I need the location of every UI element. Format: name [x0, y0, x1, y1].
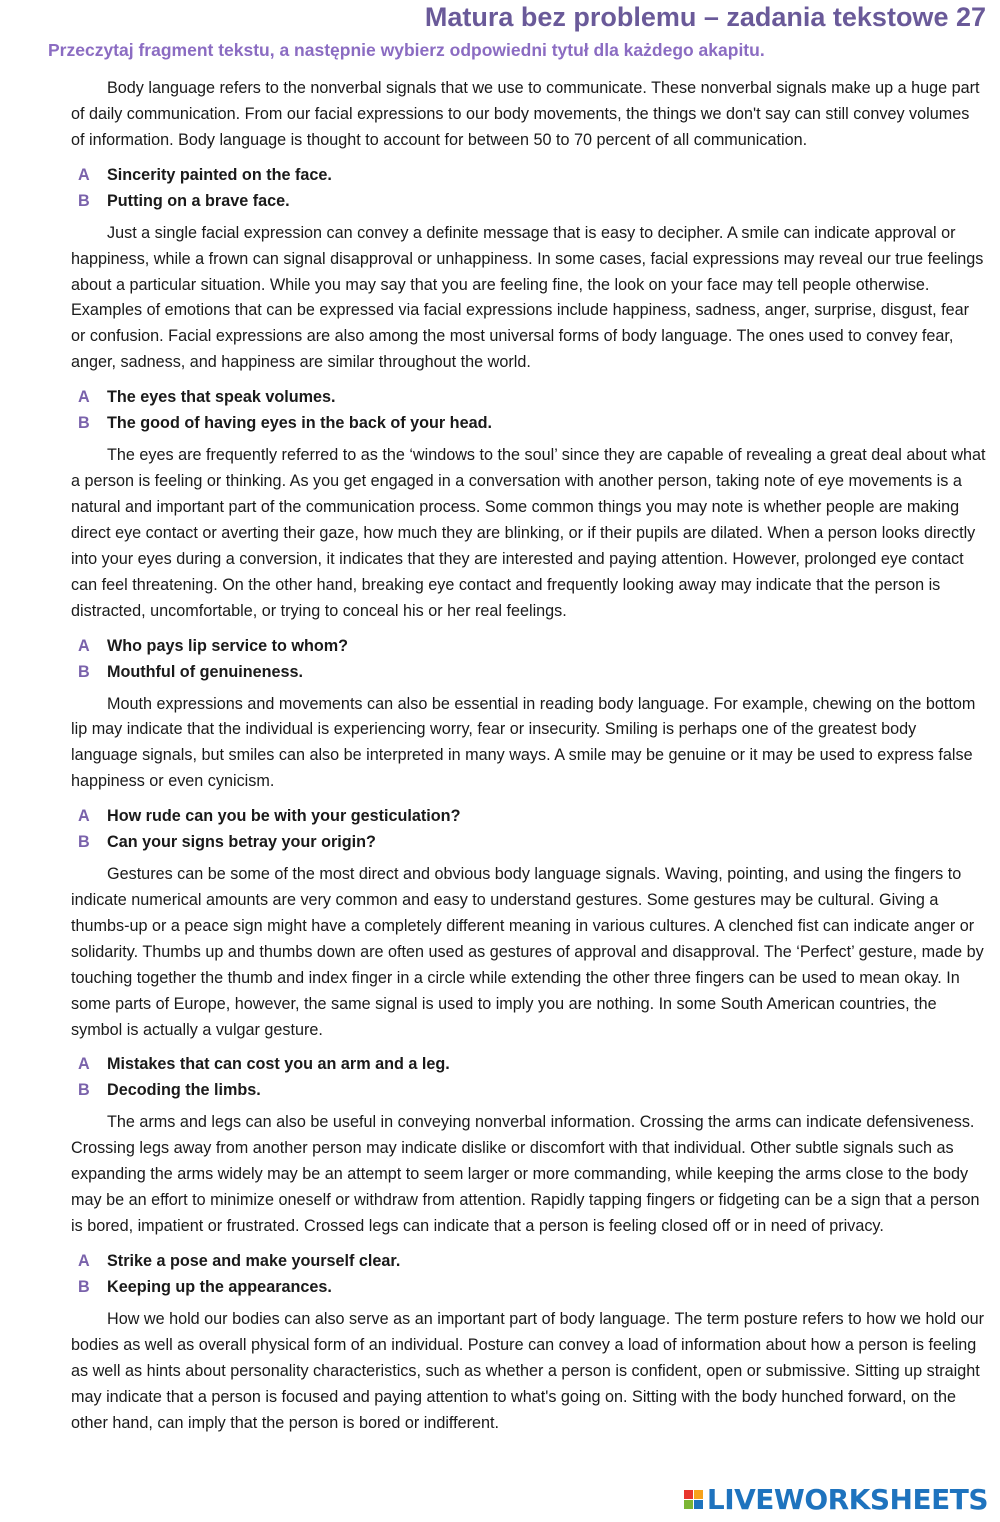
- option-text: Can your signs betray your origin?: [107, 833, 376, 852]
- liveworksheets-logo[interactable]: [684, 1483, 988, 1516]
- option-a[interactable]: [71, 633, 987, 659]
- title-options: [71, 633, 987, 685]
- option-a[interactable]: [71, 1051, 987, 1077]
- section-paragraph: Gestures can be some of the most direct and obvious body language signals. Waving, pointing, and using the fingers to indicate numerical amounts are very common and easy to understand gestures. Some gestures may be cultural. Giving a thumbs-up or a peace sign might have a completely different meaning in various cultures. A clenched fist can indicate anger or solidarity. Thumbs up and thumbs down are often used as gestures of approval and disapproval. The ‘Perfect’ gesture, made by touching together the thumb and index finger in a circle while extending the other three fingers can be used to mean okay. In some parts of Europe, however, the same signal is used to imply you are nothing. In some South American countries, the symbol is actually a vulgar gesture.: [71, 865, 984, 1039]
- page-title: Matura bez problemu – zadania tekstowe 27: [424, 2, 986, 32]
- logo-square: [684, 1490, 693, 1499]
- logo-text: LIVEWORKSHEETS: [706, 1483, 988, 1516]
- option-a[interactable]: [71, 162, 987, 188]
- option-a[interactable]: [71, 1248, 987, 1274]
- logo-square: [694, 1490, 703, 1499]
- option-letter: A: [78, 165, 90, 184]
- option-text: Keeping up the appearances.: [107, 1278, 332, 1296]
- section-paragraph: The eyes are frequently referred to as the ‘windows to the soul’ since they are capable of revealing a great deal about what a person is feeling or thinking. As you get engaged in a conversation with another person, taking note of eye movements is a natural and important part of the communication process. Some common things you may note is whether people are making direct eye contact or averting their gaze, how much they are blinking, or if their pupils are dilated. When a person looks directly into your eyes during a conversion, it indicates that they are interested and paying attention. However, prolonged eye contact can feel threatening. On the other hand, breaking eye contact and frequently looking away may indicate that the person is distracted, uncomfortable, or trying to conceal his or her real feelings.: [71, 446, 986, 620]
- option-text: Mouthful of genuineness.: [107, 662, 304, 681]
- option-letter: A: [78, 388, 90, 407]
- option-a[interactable]: [71, 803, 987, 829]
- option-letter: B: [78, 1278, 90, 1296]
- option-text: Mistakes that can cost you an arm and a leg.: [107, 1055, 450, 1074]
- section-paragraph: Just a single facial expression can convey a definite message that is easy to decipher. A smile can indicate approval or happiness, while a frown can signal disapproval or unhappiness. In some cases, facial expressions may reveal our true feelings about a particular situation. While you may say that you are feeling fine, the look on your face may tell people otherwise. Examples of emotions that can be expressed via facial expressions include happiness, sadness, anger, surprise, disgust, fear or confusion. Facial expressions are also among the most universal forms of body language. The ones used to convey fear, anger, sadness, and happiness are similar throughout the world.: [71, 223, 984, 372]
- option-text: The eyes that speak volumes.: [107, 388, 336, 407]
- task-instruction: Przeczytaj fragment tekstu, a następnie wybierz odpowiedni tytuł dla każdego akapitu.: [48, 40, 765, 60]
- option-letter: A: [78, 807, 90, 826]
- option-text: Strike a pose and make yourself clear.: [107, 1252, 401, 1270]
- option-a[interactable]: [71, 384, 987, 410]
- section-paragraph: Mouth expressions and movements can also be essential in reading body language. For example, chewing on the bottom lip may indicate that the individual is experiencing worry, fear or insecurity. Smiling is perhaps one of the greatest body language signals, but smiles can also be interpreted in many ways. A smile may be genuine or it may be used to express false happiness or even cynicism.: [71, 694, 976, 791]
- title-options: [71, 162, 987, 214]
- section-4: [71, 803, 987, 1043]
- section-paragraph: How we hold our bodies can also serve as an important part of body language. The term posture refers to how we hold our bodies as well as overall physical form of an individual. Posture can convey a load of information about how a person is feeling as well as hints about personality characteristics, such as whether a person is confident, open or submissive. Sitting up straight may indicate that a person is focused and paying attention to what's going on. Sitting with the body hunched forward, on the other hand, can imply that the person is bored or indifferent.: [71, 1310, 985, 1432]
- title-options: [71, 1051, 987, 1103]
- option-b[interactable]: [71, 410, 987, 436]
- section-paragraph: The arms and legs can also be useful in conveying nonverbal information. Crossing the arms can indicate defensiveness. Crossing legs away from another person may indicate dislike or discomfort with that individual. Other subtle signals such as expanding the arms widely may be an attempt to seem larger or more commanding, while keeping the arms close to the body may be an effort to minimize oneself or withdraw from attention. Rapidly tapping fingers or fidgeting can be a sign that a person is bored, impatient or frustrated. Crossed legs can indicate that a person is feeling closed off or in need of privacy.: [71, 1113, 980, 1236]
- logo-grid-icon: [684, 1490, 703, 1509]
- option-text: Sincerity painted on the face.: [107, 165, 332, 184]
- title-options: [71, 1248, 987, 1300]
- option-letter: B: [78, 833, 90, 852]
- option-b[interactable]: [71, 659, 987, 685]
- section-1: [71, 162, 987, 376]
- option-text: Who pays lip service to whom?: [107, 636, 349, 655]
- option-b[interactable]: [71, 1077, 987, 1103]
- worksheet-content: [71, 76, 987, 1437]
- option-letter: B: [78, 191, 90, 210]
- option-letter: A: [78, 636, 90, 655]
- option-letter: A: [78, 1252, 90, 1270]
- title-options: [71, 384, 987, 436]
- option-b[interactable]: [71, 188, 987, 214]
- intro-paragraph: Body language refers to the nonverbal signals that we use to communicate. These nonverbal signals make up a huge part of daily communication. From our facial expressions to our body movements, the things we don't say can still convey volumes of information. Body language is thought to account for between 50 to 70 percent of all communication.: [71, 79, 980, 149]
- option-letter: B: [78, 1081, 90, 1100]
- section-2: [71, 384, 987, 624]
- option-letter: B: [78, 662, 90, 681]
- option-letter: B: [78, 414, 90, 433]
- option-b[interactable]: [71, 1274, 987, 1300]
- title-options: [71, 803, 987, 855]
- option-letter: A: [78, 1055, 90, 1074]
- option-text: How rude can you be with your gesticulation?: [107, 807, 461, 826]
- section-6: [71, 1248, 987, 1437]
- option-b[interactable]: [71, 829, 987, 855]
- logo-square: [684, 1500, 693, 1509]
- section-3: [71, 633, 987, 796]
- option-text: Putting on a brave face.: [107, 191, 290, 210]
- section-5: [71, 1051, 987, 1240]
- option-text: The good of having eyes in the back of your head.: [107, 414, 492, 433]
- logo-square: [694, 1500, 703, 1509]
- option-text: Decoding the limbs.: [107, 1081, 261, 1100]
